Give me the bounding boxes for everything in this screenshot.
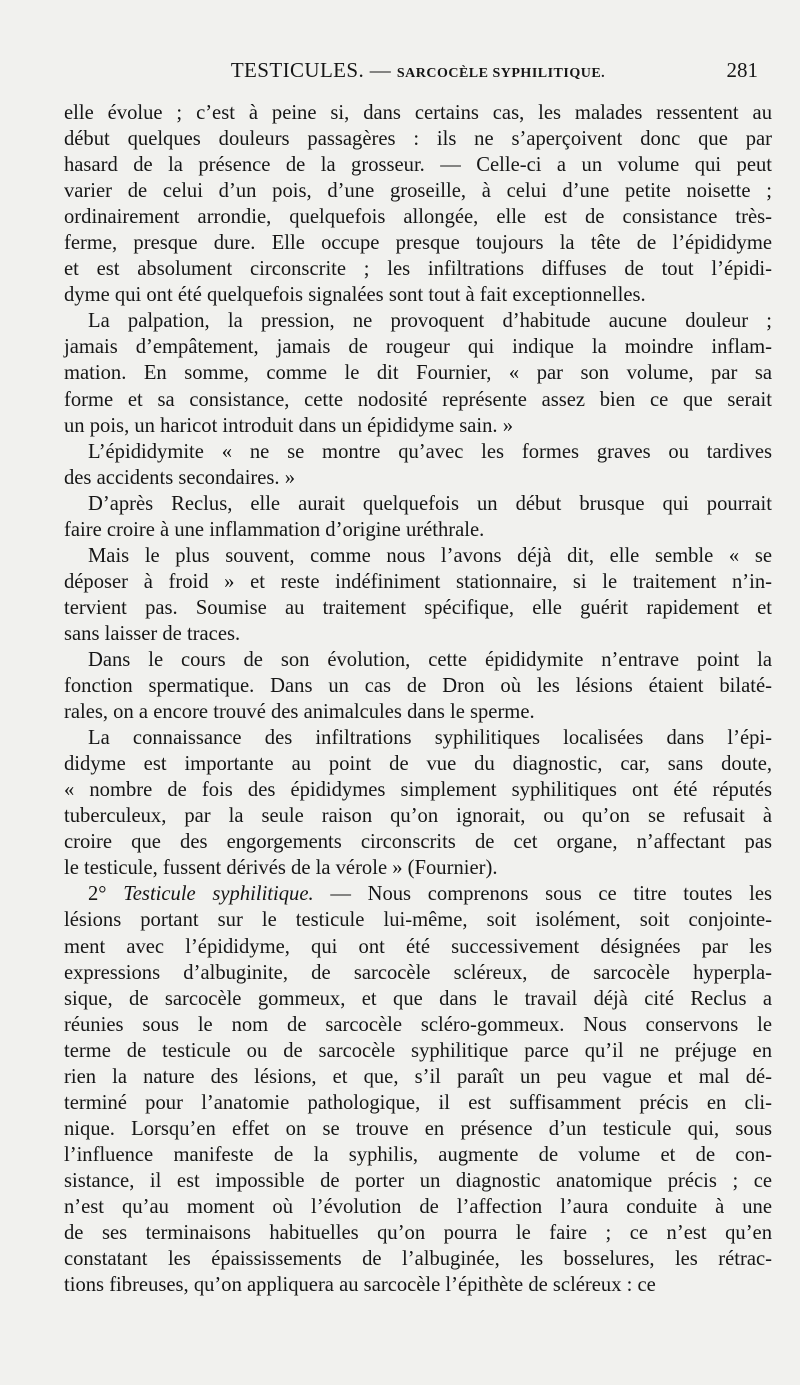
- running-head: [64, 58, 772, 92]
- text-line: expressions d’albuginite, de sarcocèle scléreux, de sarcocèle hyperpla-: [64, 961, 772, 984]
- text-line: tions fibreuses, qu’on appliquera au sarcocèle l’épithète de scléreux : ce: [64, 1274, 656, 1297]
- running-title-main: TESTICULES.: [230, 58, 365, 82]
- page-number: 281: [726, 58, 758, 82]
- paragraph: [64, 725, 772, 881]
- text-line: n’est qu’au moment où l’évolution de l’affection l’aura conduite à une: [64, 1195, 772, 1218]
- text-line: La palpation, la pression, ne provoquent d’habitude aucune douleur ;: [88, 310, 772, 333]
- text-line: mation. En somme, comme le dit Fournier, « par son volume, par sa: [64, 362, 772, 385]
- paragraph: [64, 439, 772, 491]
- text-line: et est absolument circonscrite ; les infiltrations diffuses de tout l’épidi-: [64, 258, 772, 281]
- text-line: didyme est importante au point de vue du diagnostic, car, sans doute,: [64, 753, 772, 776]
- text-line: [64, 881, 772, 907]
- text-line: sistance, il est impossible de porter un diagnostic anatomique précis ; ce: [64, 1169, 772, 1192]
- line-text: — Nous comprenons sous ce titre toutes les: [313, 883, 772, 906]
- text-line: réunies sous le nom de sarcocèle scléro-gommeux. Nous conservons le: [64, 1013, 772, 1036]
- text-line: ferme, presque dure. Elle occupe presque toujours la tête de l’épididyme: [64, 232, 772, 255]
- section-title: Testicule syphilitique.: [123, 883, 314, 906]
- running-title-separator: —: [364, 58, 397, 82]
- section-number: 2°: [88, 883, 124, 906]
- text-line: de ses terminaisons habituelles qu’on pourra le faire ; ce n’est qu’en: [64, 1222, 772, 1245]
- text-line: ment avec l’épididyme, qui ont été successivement désignées par les: [64, 935, 772, 958]
- text-line: forme et sa consistance, cette nodosité représente assez bien ce que serait: [64, 388, 772, 411]
- body-text: [64, 100, 772, 1298]
- text-line: D’après Reclus, elle aurait quelquefois un début brusque qui pourrait: [88, 492, 772, 515]
- text-line: jamais d’empâtement, jamais de rougeur qui indique la moindre inflam-: [64, 336, 772, 359]
- text-line: sique, de sarcocèle gommeux, et que dans le travail déjà cité Reclus a: [64, 987, 772, 1010]
- text-line: L’épididymite « ne se montre qu’avec les formes graves ou tardives: [88, 440, 772, 463]
- paragraph: [64, 543, 772, 647]
- text-line: tuberculeux, par la seule raison qu’on ignorait, ou qu’on se refusait à: [64, 805, 772, 828]
- text-line: « nombre de fois des épididymes simplement syphilitiques ont été réputés: [64, 779, 772, 802]
- text-line: La connaissance des infiltrations syphilitiques localisées dans l’épi-: [88, 727, 772, 750]
- text-line: un pois, un haricot introduit dans un épididyme sain. »: [64, 414, 514, 437]
- paragraph: [64, 308, 772, 438]
- text-line: fonction spermatique. Dans un cas de Dron où les lésions étaient bilaté-: [64, 675, 772, 698]
- text-line: faire croire à une inflammation d’origine uréthrale.: [64, 518, 485, 541]
- text-line: déposer à froid » et reste indéfiniment stationnaire, si le traitement n’in-: [64, 570, 772, 593]
- text-line: Dans le cours de son évolution, cette épididymite n’entrave point la: [88, 648, 772, 671]
- text-line: début quelques douleurs passagères : ils ne s’aperçoivent donc que par: [64, 128, 772, 151]
- text-line: terminé pour l’anatomie pathologique, il est suffisamment précis en cli-: [64, 1091, 772, 1114]
- text-line: constatant les épaississements de l’albuginée, les bosselures, les rétrac-: [64, 1248, 772, 1271]
- text-line: hasard de la présence de la grosseur. — Celle-ci a un volume qui peut: [64, 154, 772, 177]
- text-line: lésions portant sur le testicule lui-même, soit isolément, soit conjointe-: [64, 909, 772, 932]
- paragraph: [64, 100, 772, 308]
- text-line: ordinairement arrondie, quelquefois allongée, elle est de consistance très-: [64, 206, 772, 229]
- text-line: sans laisser de traces.: [64, 622, 241, 645]
- text-line: varier de celui d’un pois, d’une groseille, à celui d’une petite noisette ;: [64, 180, 772, 203]
- text-line: elle évolue ; c’est à peine si, dans certains cas, les malades ressentent au: [64, 102, 772, 124]
- text-line: Mais le plus souvent, comme nous l’avons déjà dit, elle semble « se: [88, 544, 772, 567]
- text-line: rien la nature des lésions, et que, s’il paraît un peu vague et mal dé-: [64, 1065, 772, 1088]
- text-line: le testicule, fussent dérivés de la vérole » (Fournier).: [64, 857, 498, 880]
- text-line: dyme qui ont été quelquefois signalées sont tout à fait exceptionnelles.: [64, 284, 646, 307]
- paragraph: [64, 491, 772, 543]
- text-line: l’influence manifeste de la syphilis, augmente de volume et de con-: [64, 1143, 772, 1166]
- paragraph: [64, 881, 772, 1298]
- running-title: [64, 58, 772, 83]
- text-line: croire que des engorgements circonscrits de cet organe, n’affectant pas: [64, 831, 772, 854]
- text-line: des accidents secondaires. »: [64, 466, 296, 489]
- paragraph: [64, 647, 772, 725]
- text-line: rales, on a encore trouvé des animalcules dans le sperme.: [64, 701, 535, 724]
- text-line: terme de testicule ou de sarcocèle syphilitique parce qu’il ne préjuge en: [64, 1039, 772, 1062]
- running-title-sub: SARCOCÈLE SYPHILITIQUE.: [396, 66, 606, 81]
- text-line: nique. Lorsqu’en effet on se trouve en présence d’un testicule qui, sous: [64, 1117, 772, 1140]
- text-line: tervient pas. Soumise au traitement spécifique, elle guérit rapidement et: [64, 596, 772, 619]
